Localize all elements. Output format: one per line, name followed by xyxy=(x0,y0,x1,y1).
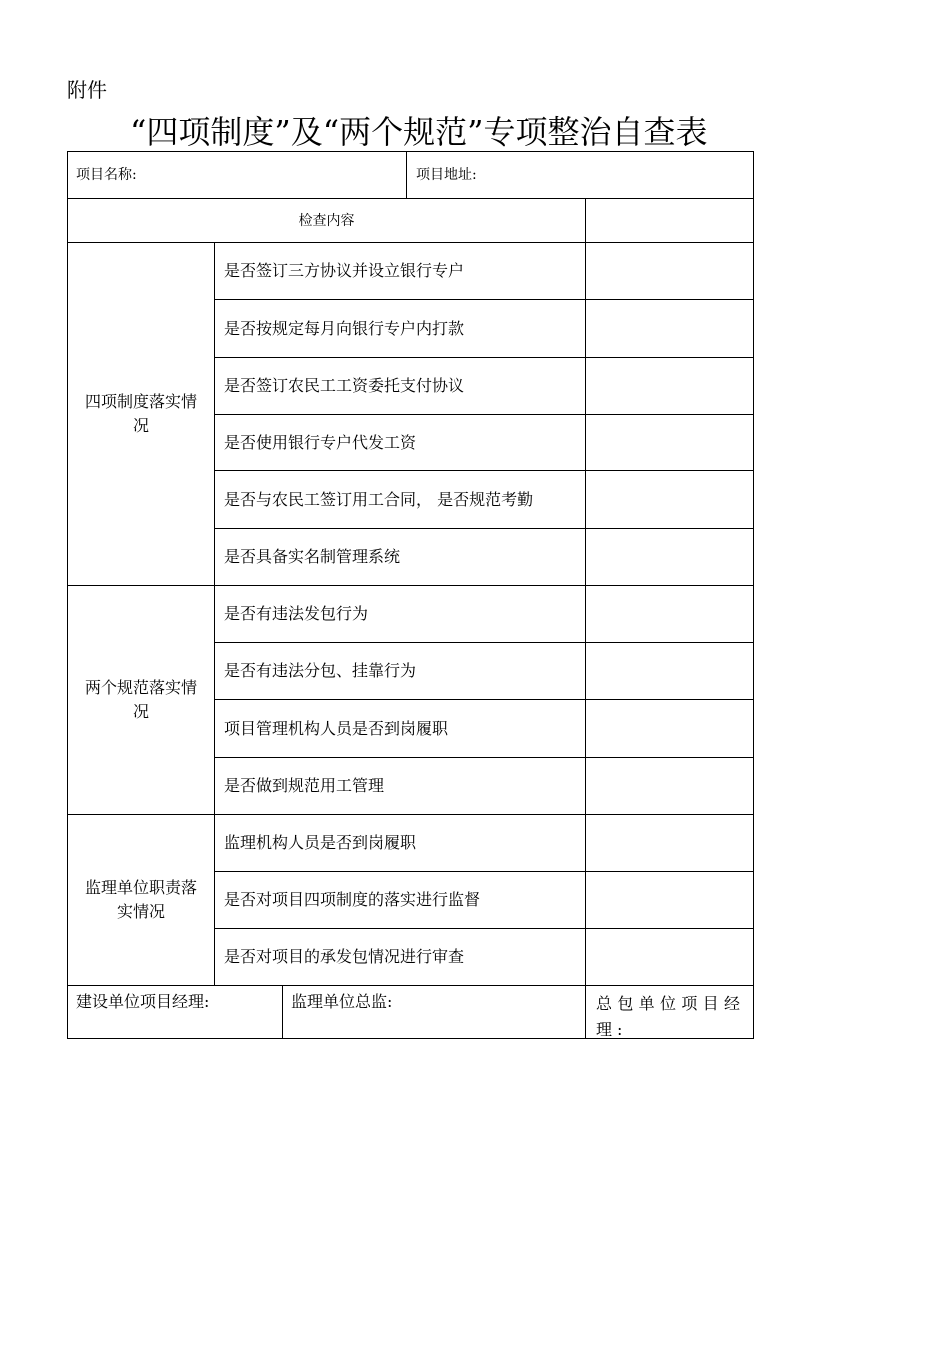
check-item xyxy=(214,528,586,586)
check-item xyxy=(214,414,586,471)
category-cell-two-norms xyxy=(67,585,215,815)
attachment-label: 附件 xyxy=(67,78,107,102)
category-label: 监理单位职责落实情况 xyxy=(84,878,197,921)
check-item-label: 是否具备实名制管理系统 xyxy=(224,547,401,566)
check-result-input[interactable] xyxy=(585,642,754,700)
check-item xyxy=(214,699,586,758)
check-item-label: 是否对项目的承发包情况进行审查 xyxy=(224,947,465,966)
check-item-label: 是否对项目四项制度的落实进行监督 xyxy=(224,890,481,909)
category-cell-four-systems xyxy=(67,242,215,586)
check-result-input[interactable] xyxy=(585,357,754,415)
check-result-input[interactable] xyxy=(585,470,754,529)
signature-chief-supervisor[interactable] xyxy=(282,985,586,1039)
check-result-input[interactable] xyxy=(585,757,754,815)
check-item xyxy=(214,871,586,929)
check-item-label: 是否有违法发包行为 xyxy=(224,604,369,623)
check-result-input[interactable] xyxy=(585,414,754,471)
check-result-header xyxy=(585,198,754,243)
check-item-label: 是否按规定每月向银行专户内打款 xyxy=(224,318,465,338)
check-result-input[interactable] xyxy=(585,699,754,758)
check-result-input[interactable] xyxy=(585,928,754,986)
category-label: 两个规范落实情况 xyxy=(84,678,197,721)
check-item xyxy=(214,814,586,872)
check-content-header xyxy=(67,198,586,243)
check-item xyxy=(214,470,586,529)
check-item xyxy=(214,757,586,815)
check-item xyxy=(214,357,586,415)
check-item-label: 是否签订三方协议并设立银行专户 xyxy=(224,261,465,280)
signature-label: 监理单位总监: xyxy=(291,992,393,1011)
project-address-label: 项目地址: xyxy=(416,167,477,183)
project-address-cell xyxy=(406,151,754,199)
check-result-input[interactable] xyxy=(585,585,754,643)
category-label: 四项制度落实情况 xyxy=(84,392,197,435)
signature-label: 建设单位项目经理: xyxy=(76,992,210,1011)
signature-construction-manager[interactable] xyxy=(67,985,283,1039)
check-item-label: 项目管理机构人员是否到岗履职 xyxy=(224,718,449,738)
project-name-label: 项目名称: xyxy=(76,167,137,183)
signature-general-contractor-manager[interactable] xyxy=(585,985,754,1039)
check-result-input[interactable] xyxy=(585,299,754,358)
check-result-input[interactable] xyxy=(585,814,754,872)
check-item xyxy=(214,585,586,643)
check-item xyxy=(214,928,586,986)
signature-label: 总包单位项目经理: xyxy=(596,994,745,1039)
check-item-label: 是否使用银行专户代发工资 xyxy=(224,432,417,452)
check-item-label: 是否有违法分包、挂靠行为 xyxy=(224,661,417,680)
check-result-input[interactable] xyxy=(585,242,754,300)
check-item-label: 是否做到规范用工管理 xyxy=(224,776,385,795)
project-name-cell xyxy=(67,151,407,199)
check-item-label: 是否签订农民工工资委托支付协议 xyxy=(224,376,465,395)
check-result-input[interactable] xyxy=(585,871,754,929)
category-cell-supervision xyxy=(67,814,215,986)
check-item xyxy=(214,242,586,300)
check-item-label: 监理机构人员是否到岗履职 xyxy=(224,833,417,852)
check-item xyxy=(214,642,586,700)
check-item xyxy=(214,299,586,358)
page-title: “四项制度”及“两个规范”专项整治自查表 xyxy=(130,113,708,151)
check-content-header-label: 检查内容 xyxy=(298,212,355,229)
check-result-input[interactable] xyxy=(585,528,754,586)
check-item-label: 是否与农民工签订用工合同， 是否规范考勤 xyxy=(224,489,534,509)
